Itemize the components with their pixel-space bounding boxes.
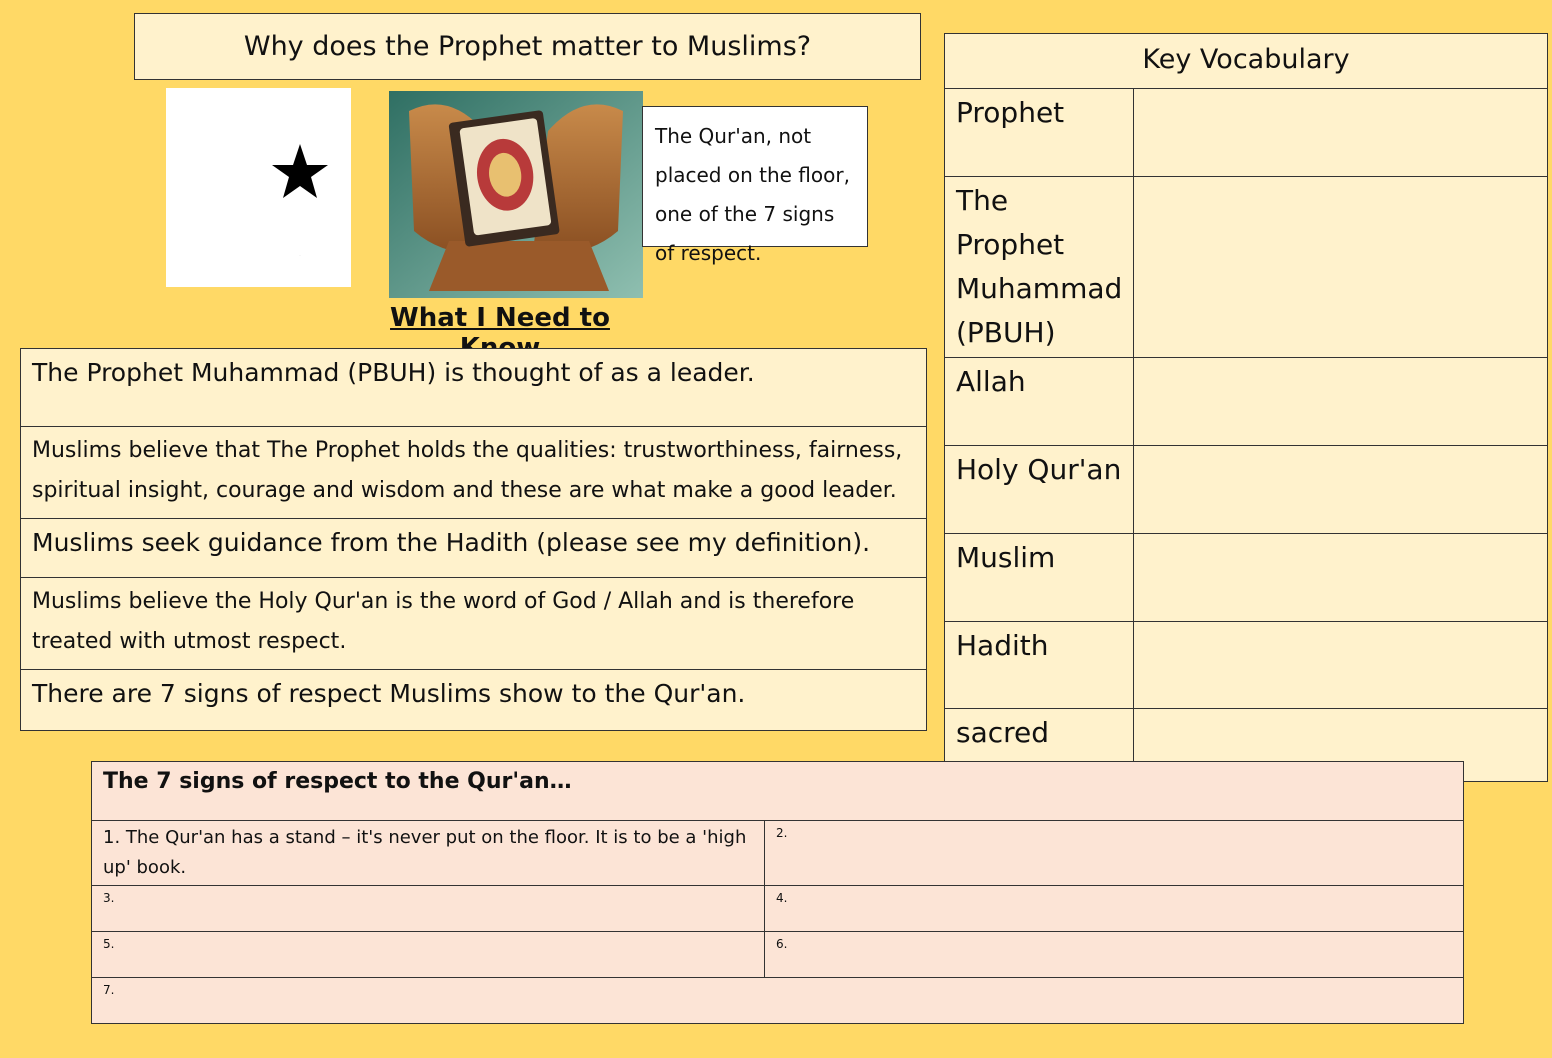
vocab-definition[interactable] xyxy=(1134,358,1548,446)
sign-cell[interactable]: 6. xyxy=(765,932,1464,978)
sign-cell[interactable]: 5. xyxy=(92,932,765,978)
know-row: The Prophet Muhammad (PBUH) is thought of as a leader. xyxy=(21,349,927,427)
know-row: Muslims seek guidance from the Hadith (please see my definition). xyxy=(21,519,927,578)
vocab-definition[interactable] xyxy=(1134,89,1548,177)
vocab-term: Prophet xyxy=(945,89,1134,177)
what-i-need-to-know-table xyxy=(20,348,927,731)
vocab-definition[interactable] xyxy=(1134,622,1548,709)
vocab-term: Allah xyxy=(945,358,1134,446)
know-row: Muslims believe that The Prophet holds the qualities: trustworthiness, fairness, spiritual insight, courage and wisdom and these are what make a good leader. xyxy=(21,427,927,519)
photo-caption: The Qur'an, not placed on the floor, one of the 7 signs of respect. xyxy=(642,106,868,247)
vocab-term: The Prophet Muhammad (PBUH) xyxy=(945,177,1134,358)
sign-cell[interactable]: 1. The Qur'an has a stand – it's never put on the floor. It is to be a 'high up' book. xyxy=(92,821,765,886)
vocab-term: Holy Qur'an xyxy=(945,446,1134,534)
seven-signs-heading: The 7 signs of respect to the Qur'an… xyxy=(92,762,1464,821)
vocab-term: Muslim xyxy=(945,534,1134,622)
sign-cell[interactable]: 4. xyxy=(765,886,1464,932)
know-row: There are 7 signs of respect Muslims show to the Qur'an. xyxy=(21,670,927,731)
sign-cell[interactable]: 2. xyxy=(765,821,1464,886)
vocab-term: sacred xyxy=(945,709,1134,782)
sign-cell[interactable]: 3. xyxy=(92,886,765,932)
sign-cell[interactable]: 7. xyxy=(92,978,1464,1024)
key-vocabulary-heading: Key Vocabulary xyxy=(945,34,1548,89)
what-i-need-to-know-heading: What I Need to xyxy=(390,303,610,333)
know-row: Muslims believe the Holy Qur'an is the word of God / Allah and is therefore treated with utmost respect. xyxy=(21,578,927,670)
page-title: Why does the Prophet matter to Muslims? xyxy=(134,13,921,80)
star-and-crescent-icon xyxy=(166,88,351,287)
quran-on-stand-image xyxy=(389,91,643,298)
vocab-definition[interactable] xyxy=(1134,177,1548,358)
vocab-definition[interactable] xyxy=(1134,534,1548,622)
seven-signs-table xyxy=(91,761,1464,1024)
vocab-definition[interactable] xyxy=(1134,446,1548,534)
vocab-term: Hadith xyxy=(945,622,1134,709)
key-vocabulary-table xyxy=(944,33,1548,782)
